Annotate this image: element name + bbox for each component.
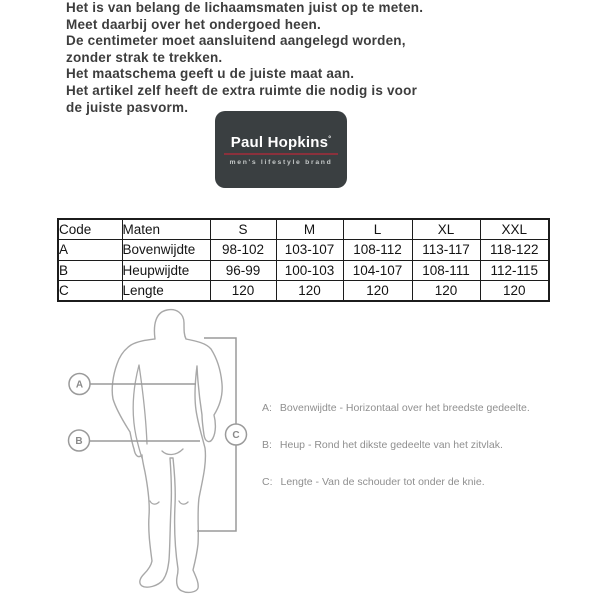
table-cell: 96-99 <box>210 260 276 281</box>
header-m: M <box>276 219 343 240</box>
table-cell: 120 <box>276 281 343 302</box>
header-l: L <box>343 219 412 240</box>
brand-name-text: Paul Hopkins <box>230 134 329 151</box>
brand-logo-card <box>215 111 347 188</box>
table-cell: 104-107 <box>343 260 412 281</box>
legend-text: Lengte - Van de schouder tot onder de knie. <box>280 476 485 488</box>
brand-tagline: men's lifestyle brand <box>229 159 333 166</box>
header-maten: Maten <box>122 219 210 240</box>
row-b-code: B <box>58 260 122 281</box>
intro-line: Het artikel zelf heeft de extra ruimte die nodig is voor <box>66 82 418 98</box>
table-cell: 98-102 <box>210 240 276 261</box>
table-cell: 120 <box>480 281 549 302</box>
table-cell: 120 <box>343 281 412 302</box>
table-cell: 120 <box>412 281 480 302</box>
table-cell: 103-107 <box>276 240 343 261</box>
header-s: S <box>210 219 276 240</box>
row-b-label: Heupwijdte <box>122 260 210 281</box>
table-cell: 113-117 <box>412 240 480 261</box>
row-a-code: A <box>58 240 122 261</box>
body-figure-outline <box>112 310 222 593</box>
intro-line: zonder strak te trekken. <box>66 49 223 65</box>
intro-line: Het is van belang de lichaamsmaten juist op te meten. <box>66 0 424 15</box>
row-c-code: C <box>58 281 122 302</box>
table-cell: 108-112 <box>343 240 412 261</box>
row-a-label: Bovenwijdte <box>122 240 210 261</box>
intro-text <box>66 0 536 116</box>
body-measurement-diagram <box>55 300 260 600</box>
brand-reg-mark: ° <box>328 136 332 143</box>
table-cell: 112-115 <box>480 260 549 281</box>
intro-line: de juiste pasvorm. <box>66 99 189 115</box>
legend-text: Bovenwijdte - Horizontaal over het breedste gedeelte. <box>279 402 530 414</box>
brand-name <box>215 111 347 150</box>
size-table <box>57 218 550 302</box>
header-xl: XL <box>412 219 480 240</box>
table-cell: 120 <box>210 281 276 302</box>
legend-item-c <box>262 476 485 488</box>
row-c-label: Lengte <box>122 281 210 302</box>
table-row <box>58 260 549 281</box>
intro-line: Het maatschema geeft u de juiste maat aan. <box>66 66 355 82</box>
table-header-row <box>58 219 549 240</box>
legend-code: B: <box>262 439 272 451</box>
intro-line: De centimeter moet aansluitend aangelegd worden, <box>66 33 406 49</box>
brand-underline <box>224 153 338 155</box>
marker-letter-b: B <box>75 436 83 447</box>
table-cell: 118-122 <box>480 240 549 261</box>
table-row <box>58 240 549 261</box>
table-cell: 108-111 <box>412 260 480 281</box>
table-row <box>58 281 549 302</box>
header-code: Code <box>58 219 122 240</box>
legend-item-b <box>262 439 503 451</box>
marker-letter-a: A <box>75 379 84 391</box>
header-xxl: XXL <box>480 219 549 240</box>
legend-item-a <box>262 402 530 414</box>
table-cell: 100-103 <box>276 260 343 281</box>
intro-line: Meet daarbij over het ondergoed heen. <box>66 16 321 32</box>
legend-code: A: <box>262 402 272 414</box>
legend-code: C: <box>262 476 273 488</box>
marker-letter-c: C <box>232 430 240 441</box>
legend-text: Heup - Rond het dikste gedeelte van het zitvlak. <box>279 439 503 451</box>
